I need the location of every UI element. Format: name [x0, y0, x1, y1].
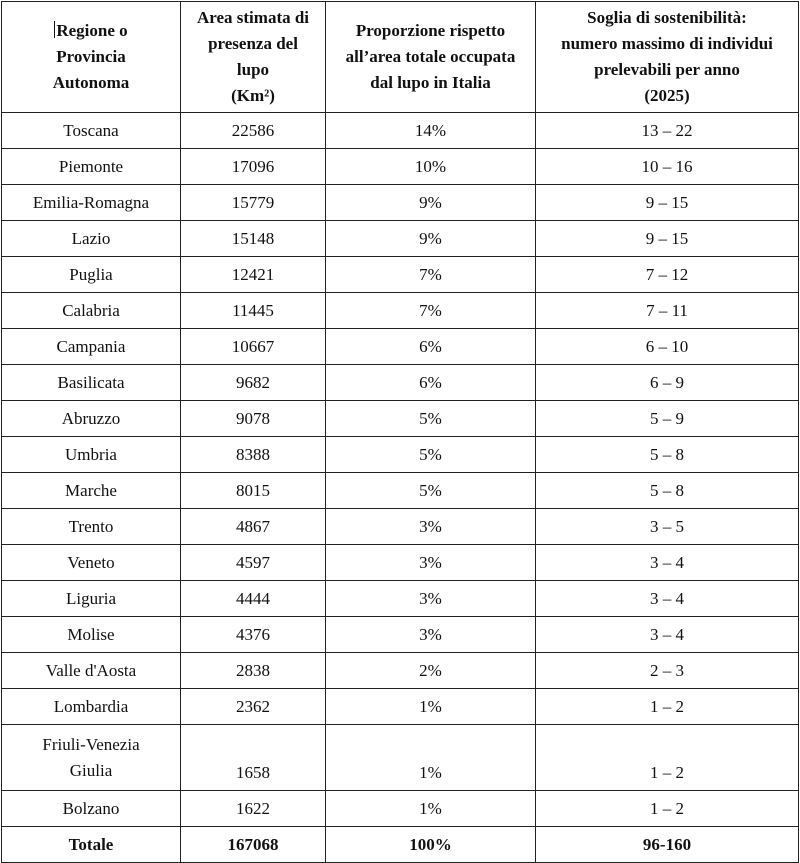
- area-cell-text: 2362: [236, 696, 270, 716]
- threshold-cell: [536, 365, 799, 401]
- threshold-cell-text: 13 – 22: [641, 120, 693, 140]
- threshold-cell-text: 10 – 16: [641, 156, 693, 176]
- area-cell-text: 15779: [231, 192, 275, 212]
- threshold-cell: [536, 689, 799, 725]
- proportion-cell: [326, 365, 536, 401]
- proportion-cell: [326, 689, 536, 725]
- proportion-cell-text: 1%: [419, 763, 442, 782]
- table-row: [2, 509, 799, 545]
- area-cell: [181, 791, 326, 827]
- table-row: [2, 437, 799, 473]
- area-cell-text: 10667: [231, 336, 275, 356]
- proportion-cell-text: 10%: [414, 156, 447, 176]
- area-cell-text: 11445: [232, 300, 274, 320]
- proportion-cell-text: 3%: [419, 552, 442, 572]
- table-row: [2, 149, 799, 185]
- threshold-cell-text: 1 – 2: [650, 798, 684, 818]
- region-cell: [2, 329, 181, 365]
- threshold-cell-text: 5 – 9: [650, 408, 684, 428]
- threshold-cell-text: 7 – 11: [646, 300, 688, 320]
- area-cell-text: 22586: [231, 120, 275, 140]
- proportion-cell-text: 1%: [419, 696, 442, 716]
- area-cell-text: 12421: [231, 264, 275, 284]
- table-row: [2, 401, 799, 437]
- proportion-cell-text: 7%: [419, 300, 442, 320]
- total-threshold-cell: [536, 827, 799, 863]
- table-row: [2, 581, 799, 617]
- proportion-cell: [326, 329, 536, 365]
- area-cell-text: 4597: [236, 552, 270, 572]
- region-cell: [2, 545, 181, 581]
- wolf-region-table: [1, 1, 799, 863]
- table-row: [2, 185, 799, 221]
- threshold-cell: [536, 257, 799, 293]
- threshold-cell: [536, 653, 799, 689]
- threshold-cell: [536, 329, 799, 365]
- threshold-cell-text: 6 – 10: [645, 336, 689, 356]
- threshold-cell: [536, 473, 799, 509]
- proportion-cell-text: 6%: [419, 372, 442, 392]
- proportion-cell-text: 5%: [419, 408, 442, 428]
- total-row: [2, 827, 799, 863]
- proportion-cell-text: 5%: [419, 480, 442, 500]
- total-region-cell-text: Totale: [68, 834, 114, 854]
- table-row: [2, 257, 799, 293]
- area-cell: [181, 149, 326, 185]
- threshold-cell-text: 5 – 8: [650, 444, 684, 464]
- threshold-cell-text: 2 – 3: [650, 660, 684, 680]
- proportion-cell: [326, 473, 536, 509]
- area-cell-text: 15148: [231, 228, 275, 248]
- region-cell: [2, 149, 181, 185]
- region-cell: [2, 185, 181, 221]
- proportion-cell-text: 2%: [419, 660, 442, 680]
- threshold-cell-text: 9 – 15: [645, 192, 689, 212]
- header-threshold-label: Soglia di sostenibilità: numero massimo di individui prelevabili per anno (2025): [561, 8, 773, 105]
- area-cell-text: 17096: [231, 156, 275, 176]
- proportion-cell: [326, 257, 536, 293]
- area-cell-text: 4867: [236, 516, 270, 536]
- threshold-cell: [536, 293, 799, 329]
- threshold-cell-text: 5 – 8: [650, 480, 684, 500]
- header-threshold: [536, 2, 799, 113]
- proportion-cell: [326, 293, 536, 329]
- area-cell: [181, 329, 326, 365]
- region-cell: [2, 725, 181, 791]
- proportion-cell: [326, 791, 536, 827]
- proportion-cell: [326, 113, 536, 149]
- threshold-cell: [536, 725, 799, 791]
- threshold-cell: [536, 221, 799, 257]
- area-cell: [181, 257, 326, 293]
- threshold-cell: [536, 791, 799, 827]
- proportion-cell-text: 3%: [419, 588, 442, 608]
- table-row: [2, 329, 799, 365]
- threshold-cell-text: 3 – 5: [650, 516, 684, 536]
- total-proportion-cell: [326, 827, 536, 863]
- threshold-cell-text: 1 – 2: [650, 696, 684, 716]
- table-row: [2, 653, 799, 689]
- threshold-cell: [536, 509, 799, 545]
- header-proportion-label: Proporzione rispetto all’area totale occupata dal lupo in Italia: [345, 21, 516, 92]
- area-cell: [181, 185, 326, 221]
- table-row: [2, 221, 799, 257]
- proportion-cell: [326, 149, 536, 185]
- area-cell-text: 2838: [236, 660, 270, 680]
- region-cell: [2, 221, 181, 257]
- threshold-cell-text: 1 – 2: [650, 763, 684, 782]
- area-cell: [181, 473, 326, 509]
- region-cell: [2, 257, 181, 293]
- total-area-cell-text: 167068: [227, 834, 279, 854]
- area-cell-text: 9682: [236, 372, 270, 392]
- header-proportion: [326, 2, 536, 113]
- area-cell: [181, 113, 326, 149]
- proportion-cell: [326, 401, 536, 437]
- area-cell: [181, 293, 326, 329]
- proportion-cell: [326, 617, 536, 653]
- area-cell: [181, 653, 326, 689]
- threshold-cell: [536, 185, 799, 221]
- proportion-cell: [326, 185, 536, 221]
- header-area: [181, 2, 326, 113]
- proportion-cell: [326, 221, 536, 257]
- region-cell-text: Umbria: [65, 444, 117, 464]
- total-threshold-cell-text: 96-160: [642, 834, 692, 854]
- table-row: [2, 689, 799, 725]
- region-cell-text: Liguria: [65, 588, 117, 608]
- region-cell: [2, 689, 181, 725]
- proportion-cell-text: 1%: [419, 798, 442, 818]
- proportion-cell: [326, 545, 536, 581]
- area-cell-text: 1658: [236, 763, 270, 782]
- proportion-cell-text: 6%: [419, 336, 442, 356]
- threshold-cell-text: 6 – 9: [650, 372, 684, 392]
- threshold-cell: [536, 617, 799, 653]
- table-row: [2, 293, 799, 329]
- threshold-cell: [536, 437, 799, 473]
- area-cell: [181, 617, 326, 653]
- region-cell: [2, 113, 181, 149]
- region-cell: [2, 653, 181, 689]
- table-row: [2, 725, 799, 791]
- proportion-cell: [326, 725, 536, 791]
- threshold-cell: [536, 149, 799, 185]
- region-cell-text: Abruzzo: [61, 408, 121, 428]
- table-header-row: [2, 2, 799, 113]
- total-proportion-cell-text: 100%: [409, 834, 452, 854]
- region-cell-text: Friuli-Venezia Giulia: [42, 734, 140, 780]
- area-cell: [181, 509, 326, 545]
- table-row: [2, 113, 799, 149]
- region-cell-text: Lombardia: [53, 696, 129, 716]
- area-cell-text: 9078: [236, 408, 270, 428]
- region-cell-text: Emilia-Romagna: [32, 192, 150, 212]
- proportion-cell: [326, 653, 536, 689]
- proportion-cell-text: 3%: [419, 516, 442, 536]
- proportion-cell-text: 7%: [419, 264, 442, 284]
- proportion-cell-text: 9%: [419, 228, 442, 248]
- proportion-cell: [326, 509, 536, 545]
- area-cell: [181, 689, 326, 725]
- region-cell: [2, 509, 181, 545]
- region-cell-text: Toscana: [63, 120, 119, 140]
- area-cell: [181, 221, 326, 257]
- table-row: [2, 791, 799, 827]
- region-cell-text: Veneto: [67, 552, 115, 572]
- region-cell-text: Campania: [56, 336, 126, 356]
- region-cell: [2, 473, 181, 509]
- threshold-cell: [536, 581, 799, 617]
- header-region: [2, 2, 181, 113]
- header-area-label: Area stimata di presenza del lupo (Km²): [196, 8, 310, 105]
- header-region-label: Regione o Provincia Autonoma: [52, 21, 130, 92]
- region-cell-text: Piemonte: [58, 156, 124, 176]
- region-cell-text: Bolzano: [62, 798, 120, 818]
- table-row: [2, 545, 799, 581]
- area-cell-text: 8388: [236, 444, 270, 464]
- area-cell-text: 8015: [236, 480, 270, 500]
- total-region-cell: [2, 827, 181, 863]
- proportion-cell-text: 14%: [414, 120, 447, 140]
- region-cell-text: Calabria: [62, 300, 120, 320]
- region-cell: [2, 791, 181, 827]
- area-cell: [181, 401, 326, 437]
- table-row: [2, 617, 799, 653]
- proportion-cell-text: 3%: [419, 624, 442, 644]
- region-cell-text: Marche: [65, 480, 117, 500]
- region-cell-text: Puglia: [69, 264, 113, 284]
- table-body: [2, 113, 799, 863]
- threshold-cell-text: 3 – 4: [650, 588, 684, 608]
- region-cell-text: Molise: [67, 624, 115, 644]
- region-cell-text: Trento: [68, 516, 114, 536]
- region-cell: [2, 293, 181, 329]
- region-cell-text: Valle d'Aosta: [45, 660, 137, 680]
- threshold-cell-text: 7 – 12: [645, 264, 689, 284]
- threshold-cell: [536, 113, 799, 149]
- region-cell-text: Basilicata: [57, 372, 125, 392]
- area-cell: [181, 581, 326, 617]
- region-cell: [2, 617, 181, 653]
- proportion-cell: [326, 437, 536, 473]
- proportion-cell: [326, 581, 536, 617]
- area-cell-text: 4376: [236, 624, 270, 644]
- total-area-cell: [181, 827, 326, 863]
- table-row: [2, 365, 799, 401]
- area-cell: [181, 725, 326, 791]
- threshold-cell: [536, 401, 799, 437]
- threshold-cell: [536, 545, 799, 581]
- threshold-cell-text: 9 – 15: [645, 228, 689, 248]
- area-cell: [181, 365, 326, 401]
- table-row: [2, 473, 799, 509]
- threshold-cell-text: 3 – 4: [650, 552, 684, 572]
- region-cell-text: Lazio: [71, 228, 111, 248]
- region-cell: [2, 365, 181, 401]
- area-cell-text: 1622: [236, 798, 270, 818]
- area-cell: [181, 437, 326, 473]
- region-cell: [2, 581, 181, 617]
- proportion-cell-text: 9%: [419, 192, 442, 212]
- threshold-cell-text: 3 – 4: [650, 624, 684, 644]
- proportion-cell-text: 5%: [419, 444, 442, 464]
- region-cell: [2, 437, 181, 473]
- area-cell: [181, 545, 326, 581]
- area-cell-text: 4444: [236, 588, 270, 608]
- region-cell: [2, 401, 181, 437]
